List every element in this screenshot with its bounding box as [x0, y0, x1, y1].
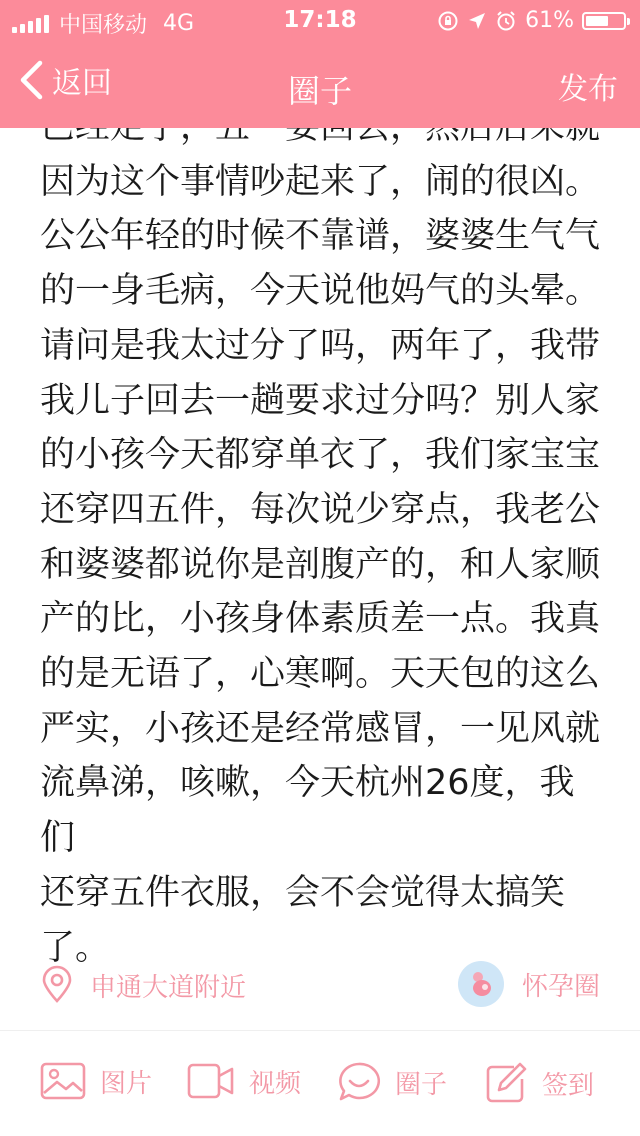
video-camera-icon	[187, 1061, 235, 1101]
location-pin-icon	[40, 966, 74, 1004]
post-line: 还穿四五件，每次说少穿点，我老公	[40, 489, 601, 530]
post-line: 公公年轻的时候不靠谱，婆婆生气气	[40, 216, 601, 257]
post-line: 流鼻涕，咳嗽，今天杭州26度，我们	[40, 763, 575, 859]
post-line: 的是无语了，心寒啊。天天包的这么	[40, 654, 601, 695]
header-bar	[0, 0, 640, 128]
pregnancy-circle-avatar	[458, 961, 504, 1007]
circle-tag[interactable]	[458, 961, 600, 1007]
nav-bar	[0, 40, 640, 128]
post-meta	[0, 958, 640, 1014]
location-label: 申通大道附近	[90, 972, 247, 1003]
post-line: 我儿子回去一趟要求过分吗？别人家	[40, 380, 601, 421]
battery-percent: 61%	[525, 8, 574, 33]
circle-button[interactable]	[337, 1061, 447, 1103]
post-line: 产的比，小孩身体素质差一点。我真	[40, 599, 601, 640]
post-line: 的小孩今天都穿单衣了，我们家宝宝	[40, 435, 601, 476]
post-content	[0, 100, 640, 968]
pregnant-figure-icon	[466, 969, 496, 999]
checkin-label: 签到	[542, 1070, 595, 1101]
circle-tool-label: 圈子	[395, 1069, 448, 1100]
post-line: 请问是我太过分了吗，两年了，我带	[40, 325, 601, 366]
alarm-icon	[495, 10, 517, 32]
status-time: 17:18	[283, 7, 357, 33]
location-arrow-icon	[467, 11, 487, 31]
page-title: 圈子	[287, 72, 352, 110]
video-button[interactable]	[187, 1061, 301, 1101]
post-line: 和婆婆都说你是剖腹产的，和人家顺	[40, 544, 601, 585]
checkin-button[interactable]	[484, 1061, 594, 1105]
publish-button[interactable]: 发布	[558, 72, 618, 107]
location-button[interactable]	[40, 966, 246, 1004]
image-button[interactable]	[40, 1061, 152, 1101]
post-body	[0, 100, 640, 975]
video-label: 视频	[249, 1068, 302, 1099]
status-bar	[0, 0, 640, 40]
rotation-lock-icon	[437, 10, 459, 32]
circle-label: 怀孕圈	[521, 971, 600, 1002]
post-line: 还穿五件衣服，会不会觉得太搞笑	[40, 872, 566, 913]
network-label: 4G	[163, 11, 195, 36]
post-line: 因为这个事情吵起来了，闹的很凶。	[40, 161, 601, 202]
edit-icon	[484, 1061, 528, 1105]
post-line: 严实，小孩还是经常感冒，一见风就	[40, 708, 601, 749]
carrier-label: 中国移动	[59, 13, 148, 38]
image-label: 图片	[100, 1068, 153, 1099]
post-line: 了。	[40, 927, 111, 968]
battery-icon	[582, 12, 626, 30]
post-line: 的一身毛病，今天说他妈气的头晕。	[40, 271, 601, 312]
image-icon	[40, 1061, 86, 1101]
smile-bubble-icon	[337, 1061, 381, 1103]
back-label: 返回	[52, 66, 112, 101]
bottom-toolbar	[0, 1031, 640, 1136]
